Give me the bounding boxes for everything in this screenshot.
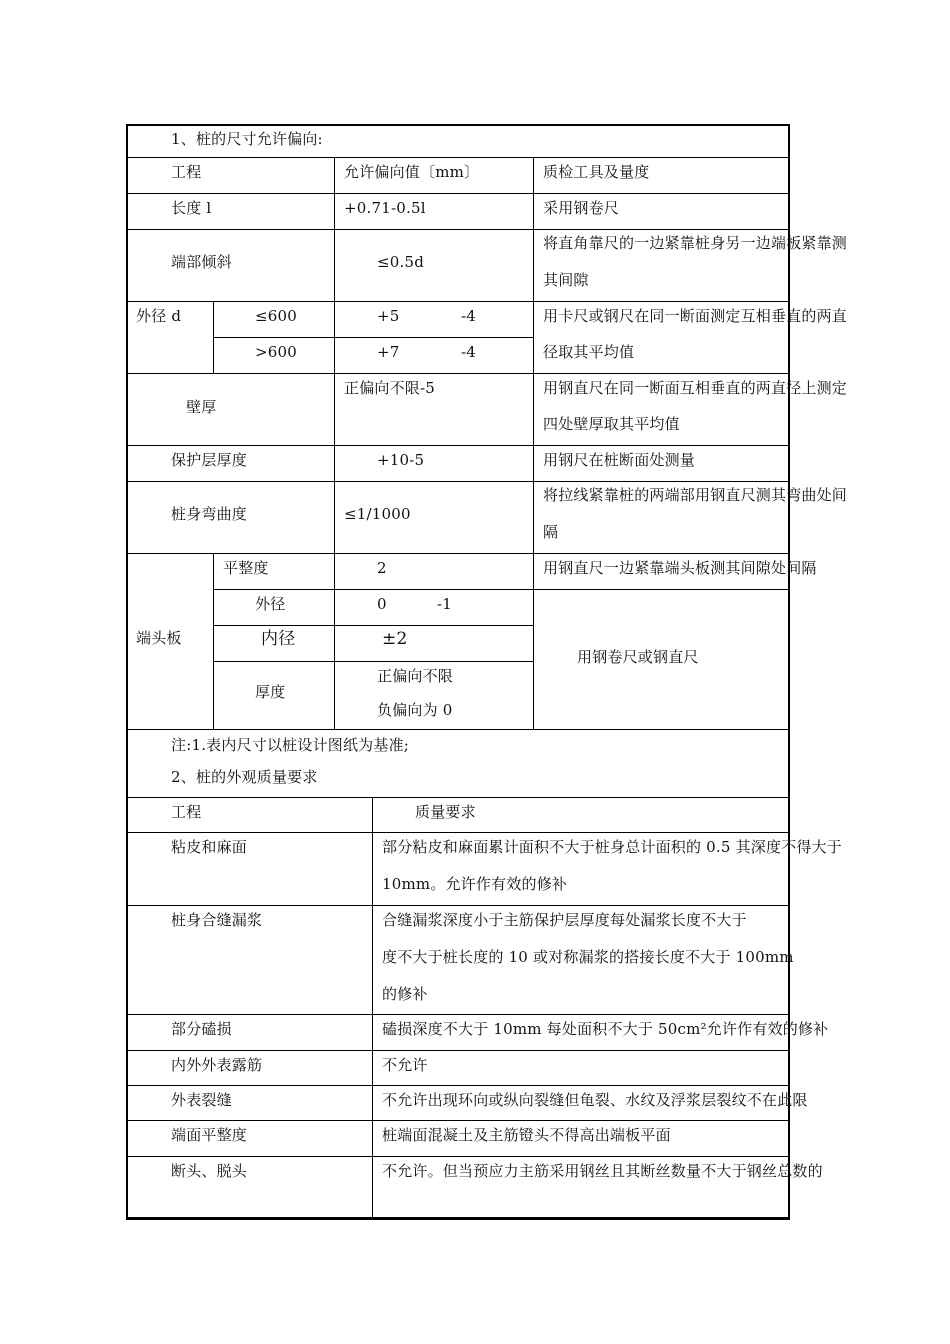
outer-diameter-plus1: +5 — [377, 307, 400, 325]
quality-req-line: 部分粘皮和麻面累计面积不大于桩身总计面积的 0.5 其深度不得大于 — [382, 838, 842, 856]
wall-value: 正偏向不限-5 — [344, 379, 436, 397]
header-item: 工程 — [171, 163, 202, 181]
rule — [126, 193, 790, 194]
wall-tool-line1: 用钢直尺在同一断面互相垂直的两直径上测定 — [543, 379, 848, 397]
rule — [213, 553, 214, 729]
cover-tool: 用钢尺在桩断面处测量 — [543, 451, 696, 469]
rule — [334, 157, 335, 729]
quality-req-line: 不允许 — [382, 1056, 428, 1074]
rule — [126, 1050, 790, 1051]
outer-diameter-minus2: -4 — [461, 343, 477, 361]
outer-diameter-label: 外径 d — [136, 307, 182, 325]
cover-value: +10-5 — [377, 451, 425, 469]
quality-req-line: 不允许出现环向或纵向裂缝但龟裂、水纹及浮浆层裂纹不在此限 — [382, 1091, 808, 1109]
outer-diameter-tool-line2: 径取其平均值 — [543, 343, 635, 361]
cover-label: 保护层厚度 — [171, 451, 248, 469]
bending-value: ≤1/1000 — [344, 505, 411, 523]
quality-req-line: 桩端面混凝土及主筋镫头不得高出端板平面 — [382, 1126, 671, 1144]
rule — [126, 832, 790, 833]
rule — [126, 229, 790, 230]
rule — [126, 1120, 790, 1121]
rule — [126, 373, 790, 374]
quality-header-item: 工程 — [171, 803, 202, 821]
wall-label: 壁厚 — [186, 398, 217, 416]
outer-diameter-cond2: >600 — [255, 343, 297, 361]
rule — [126, 797, 790, 798]
outer-diameter-tool-line1: 用卡尺或钢尺在同一断面测定互相垂直的两直 — [543, 307, 848, 325]
end-tilt-label: 端部倾斜 — [171, 253, 232, 271]
end-plate-thickness-label: 厚度 — [255, 683, 286, 701]
rule — [126, 301, 790, 302]
rule — [213, 589, 790, 590]
end-tilt-tool-line2: 其间隙 — [543, 271, 589, 289]
end-plate-inner-value: ±2 — [382, 629, 408, 649]
bending-label: 桩身弯曲度 — [171, 505, 248, 523]
end-plate-flatness-value: 2 — [377, 559, 387, 577]
length-label: 长度 l — [171, 199, 212, 217]
header-deviation: 允许偏向值〔mm〕 — [344, 163, 480, 181]
rule — [213, 337, 533, 338]
end-plate-outer-minus: -1 — [437, 595, 453, 613]
rule — [126, 445, 790, 446]
rule — [126, 1085, 790, 1086]
outer-diameter-cond1: ≤600 — [255, 307, 297, 325]
section2-title: 2、桩的外观质量要求 — [171, 768, 318, 786]
end-plate-outer-plus: 0 — [377, 595, 387, 613]
end-plate-inner-label: 内径 — [261, 629, 296, 649]
bending-tool-line1: 将拉线紧靠桩的两端部用钢直尺测其弯曲处间 — [543, 486, 848, 504]
quality-req-line: 不允许。但当预应力主筋采用钢丝且其断丝数量不大于钢丝总数的 — [382, 1162, 823, 1180]
bending-tool-line2: 隔 — [543, 523, 559, 541]
end-plate-thickness-line2: 负偏向为 0 — [377, 701, 453, 719]
rule — [126, 157, 790, 158]
rule — [533, 157, 534, 729]
end-tilt-tool-line1: 将直角靠尺的一边紧靠桩身另一边端板紧靠测 — [543, 234, 848, 252]
quality-item: 端面平整度 — [171, 1126, 248, 1144]
quality-header-req: 质量要求 — [415, 803, 476, 821]
rule — [126, 905, 790, 906]
rule — [213, 661, 533, 662]
section1-note: 注:1.表内尺寸以桩设计图纸为基准; — [171, 736, 410, 754]
quality-req-line: 合缝漏浆深度小于主筋保护层厚度每处漏浆长度不大于 — [382, 911, 747, 929]
rule — [126, 1014, 790, 1015]
end-plate-outer-label: 外径 — [255, 595, 286, 613]
end-plate-flatness-label: 平整度 — [223, 559, 269, 577]
quality-item: 桩身合缝漏浆 — [171, 911, 263, 929]
end-plate-thickness-line1: 正偏向不限 — [377, 667, 454, 685]
quality-req-line: 磕损深度不大于 10mm 每处面积不大于 50cm²允许作有效的修补 — [382, 1020, 829, 1038]
wall-tool-line2: 四处壁厚取其平均值 — [543, 415, 680, 433]
rule — [213, 625, 533, 626]
quality-req-line: 度不大于桩长度的 10 或对称漏浆的搭接长度不大于 100mm — [382, 948, 794, 966]
outer-diameter-plus2: +7 — [377, 343, 400, 361]
quality-req-line: 的修补 — [382, 985, 428, 1003]
rule — [126, 1156, 790, 1157]
outer-diameter-minus1: -4 — [461, 307, 477, 325]
rule — [126, 481, 790, 482]
quality-req-line: 10mm。允许作有效的修补 — [382, 875, 568, 893]
end-plate-tool: 用钢卷尺或钢直尺 — [577, 648, 699, 666]
rule — [372, 797, 373, 1220]
end-plate-flatness-tool: 用钢直尺一边紧靠端头板测其间隙处间隔 — [543, 559, 817, 577]
length-value: +0.71-0.5l — [344, 199, 426, 217]
end-tilt-value: ≤0.5d — [377, 253, 425, 271]
rule — [126, 729, 790, 730]
quality-item: 粘皮和麻面 — [171, 838, 248, 856]
end-plate-label: 端头板 — [136, 629, 182, 647]
quality-item: 外表裂缝 — [171, 1091, 232, 1109]
rule — [126, 553, 790, 554]
section1-title: 1、桩的尺寸允许偏向: — [171, 130, 323, 148]
quality-item: 内外外表露筋 — [171, 1056, 263, 1074]
quality-item: 断头、脱头 — [171, 1162, 248, 1180]
rule — [213, 301, 214, 373]
header-tool: 质检工具及量度 — [543, 163, 650, 181]
quality-item: 部分磕损 — [171, 1020, 232, 1038]
length-tool: 采用钢卷尺 — [543, 199, 620, 217]
